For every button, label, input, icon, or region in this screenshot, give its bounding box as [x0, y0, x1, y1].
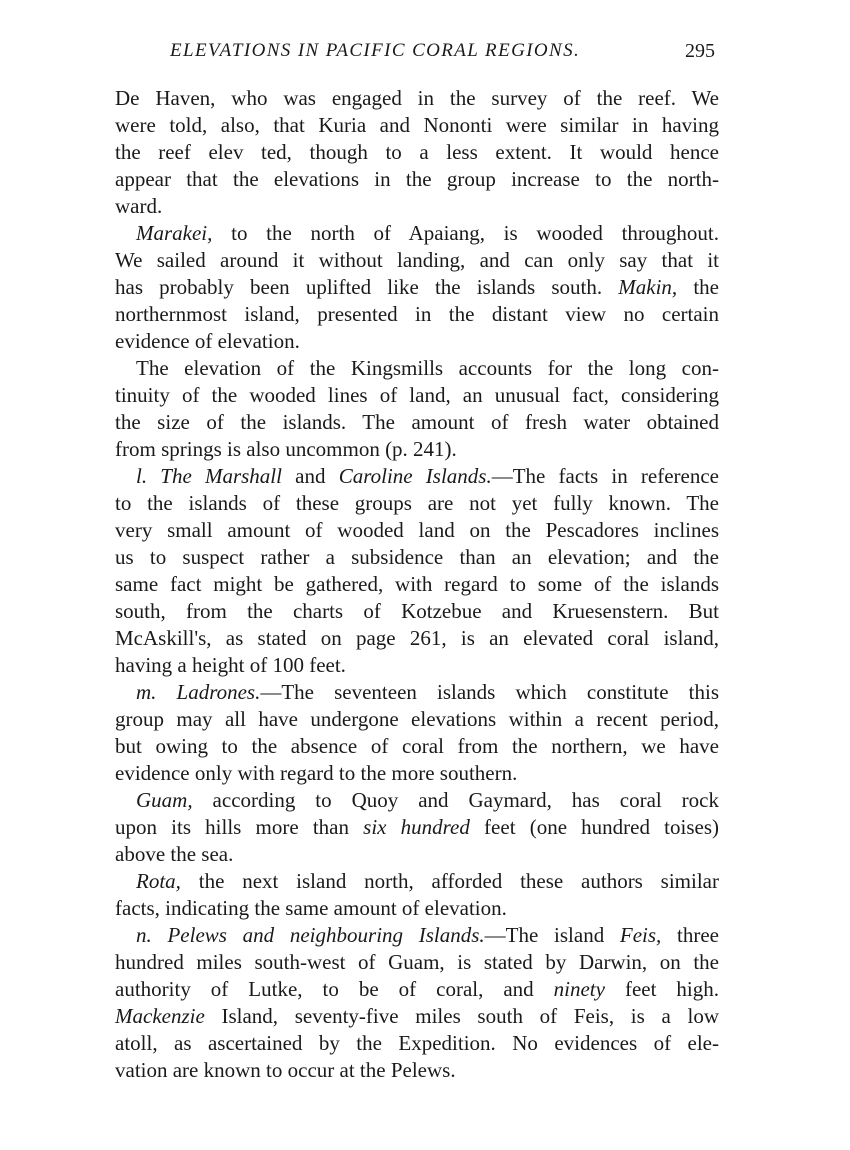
text-segment: The elevation of the Kingsmills accounts for the long con-	[136, 356, 719, 380]
text-segment: Island, seventy-five miles south of Feis, is a low	[204, 1004, 719, 1028]
text-line	[115, 571, 719, 598]
text-line	[115, 112, 719, 139]
text-segment: south, from the charts of Kotzebue and Kruesenstern. But	[115, 599, 719, 623]
italic-text: l. The Marshall	[136, 464, 282, 488]
text-segment: facts, indicating the same amount of elevation.	[115, 896, 507, 920]
text-segment: northernmost island, presented in the distant view no certain	[115, 302, 719, 326]
text-line	[115, 895, 719, 922]
text-line	[115, 490, 719, 517]
text-segment: atoll, as ascertained by the Expedition. No evidences of ele-	[115, 1031, 719, 1055]
text-line	[115, 760, 719, 787]
text-segment: the reef elev ted, though to a less extent. It would hence	[115, 140, 719, 164]
text-line	[115, 193, 719, 220]
text-line	[115, 922, 719, 949]
text-segment: authority of Lutke, to be of coral, and	[115, 977, 554, 1001]
italic-text: Feis,	[619, 923, 662, 947]
text-segment: has probably been uplifted like the islands south.	[115, 275, 619, 299]
page-number: 295	[685, 40, 715, 62]
italic-text: Rota,	[136, 869, 181, 893]
text-line	[115, 274, 719, 301]
text-line	[115, 301, 719, 328]
text-segment: ward.	[115, 194, 163, 218]
text-line	[115, 976, 719, 1003]
text-line	[115, 841, 719, 868]
text-segment: above the sea.	[115, 842, 234, 866]
text-line	[115, 625, 719, 652]
italic-text: m. Ladrones.	[136, 680, 261, 704]
text-line	[115, 814, 719, 841]
text-segment: same fact might be gathered, with regard to some of the islands	[115, 572, 719, 596]
text-line	[115, 355, 719, 382]
italic-text: ninety	[553, 977, 605, 1001]
text-line	[115, 166, 719, 193]
text-segment: according to Quoy and Gaymard, has coral rock	[192, 788, 719, 812]
italic-text: Guam,	[136, 788, 193, 812]
text-segment: vation are known to occur at the Pelews.	[115, 1058, 456, 1082]
text-line	[115, 679, 719, 706]
text-segment: three	[661, 923, 719, 947]
italic-text: Caroline Islands.	[338, 464, 492, 488]
text-line	[115, 85, 719, 112]
text-segment: very small amount of wooded land on the Pescadores inclines	[115, 518, 719, 542]
text-line	[115, 382, 719, 409]
text-line	[115, 1030, 719, 1057]
text-line	[115, 1003, 719, 1030]
text-segment: and	[281, 464, 339, 488]
text-segment: —The island	[484, 923, 620, 947]
text-segment: upon its hills more than	[115, 815, 364, 839]
text-line	[115, 463, 719, 490]
italic-text: six hundred	[363, 815, 470, 839]
text-segment: the	[677, 275, 720, 299]
running-title: ELEVATIONS IN PACIFIC CORAL REGIONS.	[170, 40, 581, 61]
italic-text: n. Pelews and neighbouring Islands.	[136, 923, 485, 947]
text-segment: us to suspect rather a subsidence than an elevation; and the	[115, 545, 719, 569]
text-segment: from springs is also uncommon (p. 241).	[115, 437, 457, 461]
text-segment: evidence of elevation.	[115, 329, 300, 353]
text-line	[115, 652, 719, 679]
text-segment: group may all have undergone elevations within a recent period,	[115, 707, 719, 731]
text-segment: feet (one hundred toises)	[469, 815, 719, 839]
text-segment: having a height of 100 feet.	[115, 653, 346, 677]
text-line	[115, 598, 719, 625]
text-line	[115, 1057, 719, 1084]
text-segment: —The seventeen islands which constitute this	[260, 680, 719, 704]
text-segment: the size of the islands. The amount of fresh water obtained	[115, 410, 719, 434]
body-text	[115, 85, 719, 1084]
text-line	[115, 733, 719, 760]
text-line	[115, 787, 719, 814]
text-line	[115, 868, 719, 895]
italic-text: Makin,	[618, 275, 678, 299]
text-line	[115, 247, 719, 274]
text-line	[115, 949, 719, 976]
text-segment: De Haven, who was engaged in the survey of the reef. We	[115, 86, 719, 110]
text-segment: the next island north, afforded these authors similar	[180, 869, 719, 893]
text-segment: feet high.	[604, 977, 720, 1001]
text-segment: McAskill's, as stated on page 261, is an elevated coral island,	[115, 626, 719, 650]
text-line	[115, 139, 719, 166]
text-line	[115, 409, 719, 436]
text-segment: We sailed around it without landing, and can only say that it	[115, 248, 719, 272]
text-segment: were told, also, that Kuria and Nononti were similar in having	[115, 113, 719, 137]
running-head	[170, 40, 715, 70]
text-segment: tinuity of the wooded lines of land, an unusual fact, considering	[115, 383, 719, 407]
text-segment: but owing to the absence of coral from the northern, we have	[115, 734, 719, 758]
text-line	[115, 544, 719, 571]
text-line	[115, 706, 719, 733]
text-segment: appear that the elevations in the group increase to the north-	[115, 167, 719, 191]
text-line	[115, 517, 719, 544]
text-segment: to the north of Apaiang, is wooded throughout.	[212, 221, 719, 245]
text-line	[115, 328, 719, 355]
text-line	[115, 220, 719, 247]
italic-text: Marakei,	[136, 221, 213, 245]
italic-text: Mackenzie	[115, 1004, 205, 1028]
text-segment: to the islands of these groups are not yet fully known. The	[115, 491, 719, 515]
text-segment: evidence only with regard to the more southern.	[115, 761, 518, 785]
text-line	[115, 436, 719, 463]
text-segment: —The facts in reference	[491, 464, 720, 488]
text-segment: hundred miles south-west of Guam, is stated by Darwin, on the	[115, 950, 719, 974]
